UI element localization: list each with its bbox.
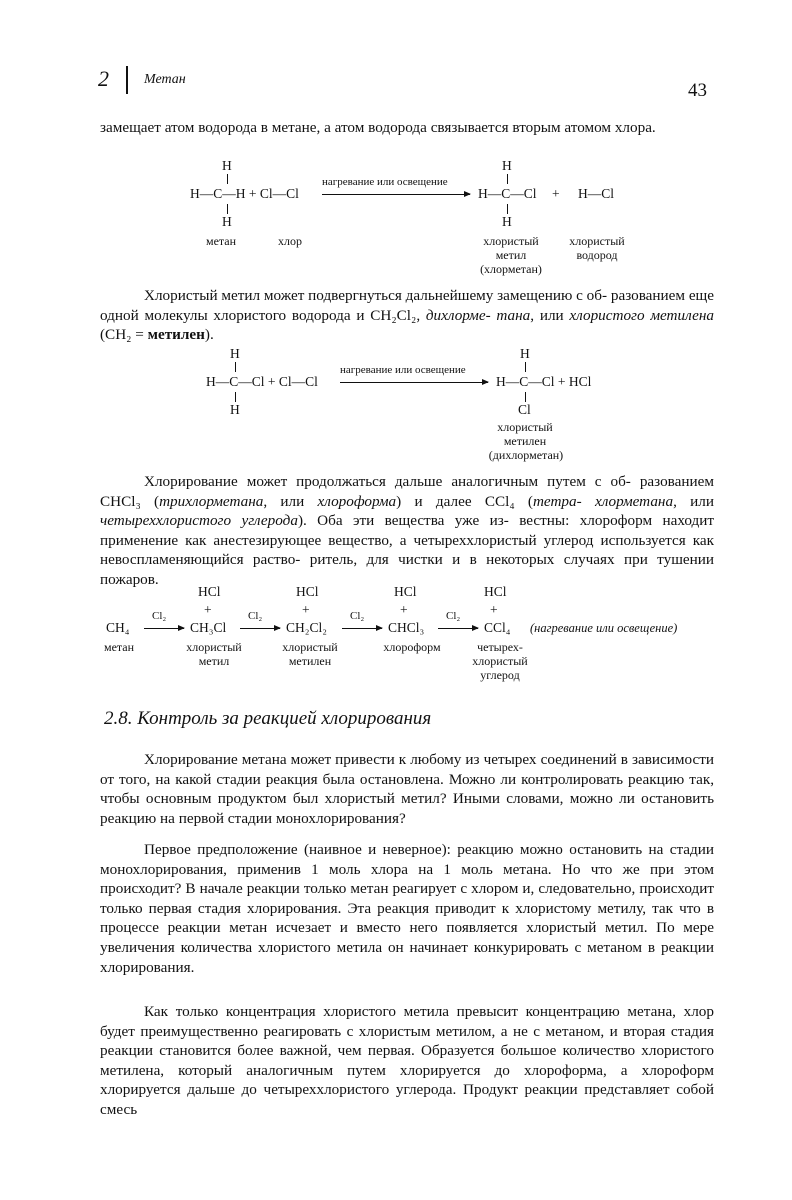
em-chloromethane: хлорметана <box>594 492 674 510</box>
eq3-plus-2: + <box>302 602 310 617</box>
eq2-arrow-label: нагревание или освещение <box>340 364 466 376</box>
eq3-plus-3: + <box>400 602 408 617</box>
further-l2b: , или <box>263 492 318 510</box>
methyl-em-dichloromethane: дихлорме- <box>425 306 491 324</box>
eq2-product-bond-top <box>525 362 526 372</box>
eq3-hcl-1: HCl <box>198 584 221 599</box>
further-line6: ритель, для чистки и в некоторых случаях при тушении пожаров. <box>100 551 715 588</box>
eq3-plus-4: + <box>490 602 498 617</box>
methyl-end: ). <box>204 326 214 344</box>
further-paragraph <box>100 472 714 590</box>
eq3-arrow-3 <box>342 628 382 629</box>
eq3-label-ccl4-2: хлористый <box>472 654 528 668</box>
eq1-plus: + <box>552 186 560 201</box>
further-l3b: ). Оба эти вещества уже из- <box>297 512 509 530</box>
eq3-cl2-3: Cl₂ <box>350 610 365 622</box>
em-trichloromethane: трихлорметана <box>159 492 264 510</box>
eq2-product: H—C—Cl + HCl <box>496 374 592 389</box>
further-line1: Хлорирование может продолжаться дальше аналогичным путем с об- <box>144 473 631 490</box>
eq3-label-chcl3: хлороформ <box>383 640 441 654</box>
eq2-reactants: H—C—Cl + Cl—Cl <box>206 374 318 389</box>
em-tetra: тетра- <box>532 492 582 510</box>
eq1-product-h-bottom: H <box>502 214 512 229</box>
eq1-hcl: H—Cl <box>578 186 615 201</box>
methyl-bold-methylene: метилен <box>147 326 205 344</box>
eq1-arrow <box>322 194 470 195</box>
eq2-product-h-top: H <box>520 346 530 361</box>
eq3-hcl-4: HCl <box>484 584 507 599</box>
eq1-arrow-label: нагревание или освещение <box>322 176 448 188</box>
eq1-reactants: H—C—H + Cl—Cl <box>190 186 299 201</box>
eq2-arrow <box>340 382 488 383</box>
further-line4: вестны: хлороформ находит применение как анестезирующее вещество, а <box>100 512 714 549</box>
methyl-or: , или <box>530 306 570 324</box>
eq2-bond-bottom <box>235 392 236 402</box>
eq3-label-ch3cl-1: хлористый <box>186 640 242 654</box>
eq3-label-ch2cl2-1: хлористый <box>282 640 338 654</box>
eq3-label-ch2cl2-2: метилен <box>288 654 332 668</box>
eq1-product-bond-bottom <box>507 204 508 214</box>
em-carbon-tetrachloride: четыреххлористого углерода <box>100 512 298 530</box>
eq1-bond-bottom <box>227 204 228 214</box>
eq3-arrow-4 <box>438 628 478 629</box>
eq3-cl2-2: Cl₂ <box>248 610 263 622</box>
eq2-product-cl-bottom: Cl <box>518 402 531 417</box>
intro-paragraph: замещает атом водорода в метане, а атом водорода связывается вторым атомом хлора. <box>100 119 656 136</box>
eq3-arrow-1 <box>144 628 184 629</box>
eq3-label-methane: метан <box>104 640 135 654</box>
eq1-bond-top <box>227 174 228 184</box>
further-l2c: ) и далее CCl₄ ( <box>396 492 533 510</box>
eq3-chcl3: CHCl₃ <box>388 620 425 635</box>
eq3-label-ccl4-1: четырех- <box>477 640 523 654</box>
eq2-h-top: H <box>230 346 240 361</box>
eq2-label-line1: хлористый <box>497 420 553 434</box>
methyl-line1: Хлористый метил может подвергнуться дальнейшему замещению с об- <box>144 287 608 304</box>
eq3-cl2-4: Cl₂ <box>446 610 461 622</box>
eq3-label-ch3cl-2: метил <box>198 654 230 668</box>
eq3-plus-1: + <box>204 602 212 617</box>
label-ch3cl-line3: (хлорметан) <box>480 262 542 276</box>
eq3-conditions: (нагревание или освещение) <box>530 621 678 635</box>
methyl-line2: разованием еще одной молекулы хлористого водорода и CH₂Cl₂, <box>100 287 714 324</box>
eq2-product-bond-bottom <box>525 392 526 402</box>
eq1-product-bond-top <box>507 174 508 184</box>
label-methane: метан <box>206 234 237 248</box>
methyl-formula: (CH₂ = <box>100 326 148 344</box>
further-l3a: , или <box>673 492 714 510</box>
eq1-h-bottom: H <box>222 214 232 229</box>
eq2-label-line2: метилен <box>503 434 547 448</box>
control-paragraph: Хлорирование метана может привести к любому из четырех соединений в зависимости от того, на какой стадии реакция была остановлена. Можно ли контролировать реакцию так, чтобы основным продуктом был хлористый метил? Иными словами, можно ли остановить реакцию на первой стадии монохлорирования? <box>100 751 714 827</box>
methyl-paragraph <box>100 286 714 345</box>
label-hcl-line2: водород <box>576 248 618 262</box>
label-ch3cl-line2: метил <box>495 248 527 262</box>
page-number: 43 <box>688 80 707 101</box>
label-chlorine: хлор <box>278 234 302 248</box>
last-paragraph: Как только концентрация хлористого метила превысит концентрацию метана, хлор будет преимущественно реагировать с хлористым метилом, а не с метаном, и вторая стадия реакции становится более важной, чем первая. Образуется большое количество хлористого метилена, который аналогичным путем хлорируется до хлороформа, а хлороформ хлорируется дальше до четыреххлористого углерода. Продукт реакции представляет собой смесь <box>100 1003 714 1118</box>
chapter-number: 2 <box>98 66 109 91</box>
eq3-ccl4: CCl₄ <box>484 620 511 635</box>
eq3-hcl-3: HCl <box>394 584 417 599</box>
eq3-hcl-2: HCl <box>296 584 319 599</box>
eq3-ch4: CH₄ <box>106 620 130 635</box>
eq3-ch2cl2: CH₂Cl₂ <box>286 620 327 635</box>
methyl-em-tana: тана <box>496 306 531 324</box>
eq3-cl2-1: Cl₂ <box>152 610 167 622</box>
eq3-arrow-2 <box>240 628 280 629</box>
eq2-h-bottom: H <box>230 402 240 417</box>
section-heading: 2.8. Контроль за реакцией хлорирования <box>104 708 432 729</box>
eq3-ch3cl: CH₃Cl <box>190 620 227 635</box>
eq3-label-ccl4-3: углерод <box>480 668 520 682</box>
further-line5: четыреххлористый углерод используется как невоспламеняющийся раство- <box>100 531 714 569</box>
label-ch3cl-line1: хлористый <box>483 234 539 248</box>
label-hcl-line1: хлористый <box>569 234 625 248</box>
methyl-em-methylene-chloride: хлористого метилена <box>569 306 714 324</box>
header-divider <box>126 66 128 94</box>
eq1-h-top: H <box>222 158 232 173</box>
em-chloroform: хлороформа <box>317 492 397 510</box>
eq2-bond-top <box>235 362 236 372</box>
eq1-product: H—C—Cl <box>478 186 537 201</box>
eq2-label-line3: (дихлорметан) <box>488 448 564 462</box>
first-assumption-paragraph: Первое предположение (наивное и неверное): реакцию можно остановить на стадии монохлорирования, применив 1 моль хлора на 1 моль метана. Но что же при этом происходит? В начале реакции только метан реагирует с хлором и, следовательно, происходит только первая стадия хлорирования. Эта реакция приводит к хлористому метилу, так что в процессе реакции метан исчезает и вместо него появляется хлористый метил. По мере увеличения количества хлористого метила он начинает конкурировать с метаном в реакции хлорирования. <box>100 841 714 976</box>
chapter-title: Метан <box>144 72 186 87</box>
further-l2a: разованием CHCl₃ ( <box>100 473 714 510</box>
eq1-product-h-top: H <box>502 158 512 173</box>
